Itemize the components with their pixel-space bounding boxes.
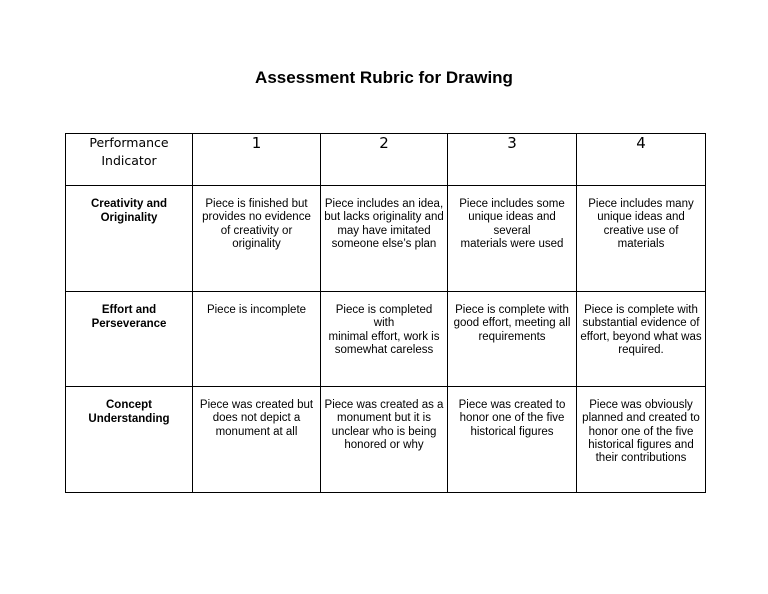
table-row: [66, 186, 706, 292]
table-row: [66, 292, 706, 387]
rubric-cell: [577, 292, 706, 387]
criterion-text: Piece was obviously planned and created to honor one of the five historical figures and their contributions: [582, 399, 700, 465]
rubric-cell: [448, 292, 577, 387]
criterion-text: Piece is complete with good effort, meeting all requirements: [453, 304, 571, 343]
criterion-text: Piece was created to honor one of the five historical figures: [458, 399, 566, 438]
indicator-concept-understanding: Concept Understanding: [88, 399, 170, 425]
rubric-cell: [321, 387, 448, 493]
criterion-text: Piece was created as a monument but it is unclear who is being honored or why: [324, 399, 444, 451]
rubric-cell: [577, 387, 706, 493]
table-header-row: [66, 134, 706, 186]
indicator-cell: [66, 292, 193, 387]
rubric-cell: [193, 186, 321, 292]
rubric-cell: [321, 186, 448, 292]
criterion-text: Piece was created but does not depict a monument at all: [199, 399, 314, 438]
indicator-cell: [66, 186, 193, 292]
score-header-3: 3: [448, 134, 577, 186]
criterion-text: Piece includes many unique ideas and creative use of materials: [588, 198, 694, 250]
indicator-creativity-originality: Creativity and Originality: [90, 198, 168, 224]
rubric-cell: [448, 387, 577, 493]
criterion-text: Piece includes some unique ideas and several materials were used: [459, 198, 565, 250]
indicator-cell: [66, 387, 193, 493]
score-header-4: 4: [577, 134, 706, 186]
rubric-cell: [193, 292, 321, 387]
criterion-text: Piece is completed with minimal effort, work is somewhat careless: [328, 304, 440, 356]
rubric-cell: [448, 186, 577, 292]
criterion-text: Piece includes an idea, but lacks originality and may have imitated someone else’s plan: [324, 198, 444, 250]
rubric-cell: [577, 186, 706, 292]
rubric-cell: [193, 387, 321, 493]
criterion-text: Piece is incomplete: [206, 304, 307, 316]
score-header-1: 1: [193, 134, 321, 186]
score-header-2: 2: [321, 134, 448, 186]
criterion-text: Piece is finished but provides no evidence of creativity or originality: [202, 198, 311, 250]
table-row: [66, 387, 706, 493]
rubric-table: [65, 133, 706, 493]
page-title: Assessment Rubric for Drawing: [255, 68, 513, 87]
performance-indicator-header: Performance Indicator: [66, 134, 193, 186]
indicator-effort-perseverance: Effort and Perseverance: [91, 304, 167, 330]
criterion-text: Piece is complete with substantial evidence of effort, beyond what was required.: [580, 304, 702, 356]
rubric-cell: [321, 292, 448, 387]
